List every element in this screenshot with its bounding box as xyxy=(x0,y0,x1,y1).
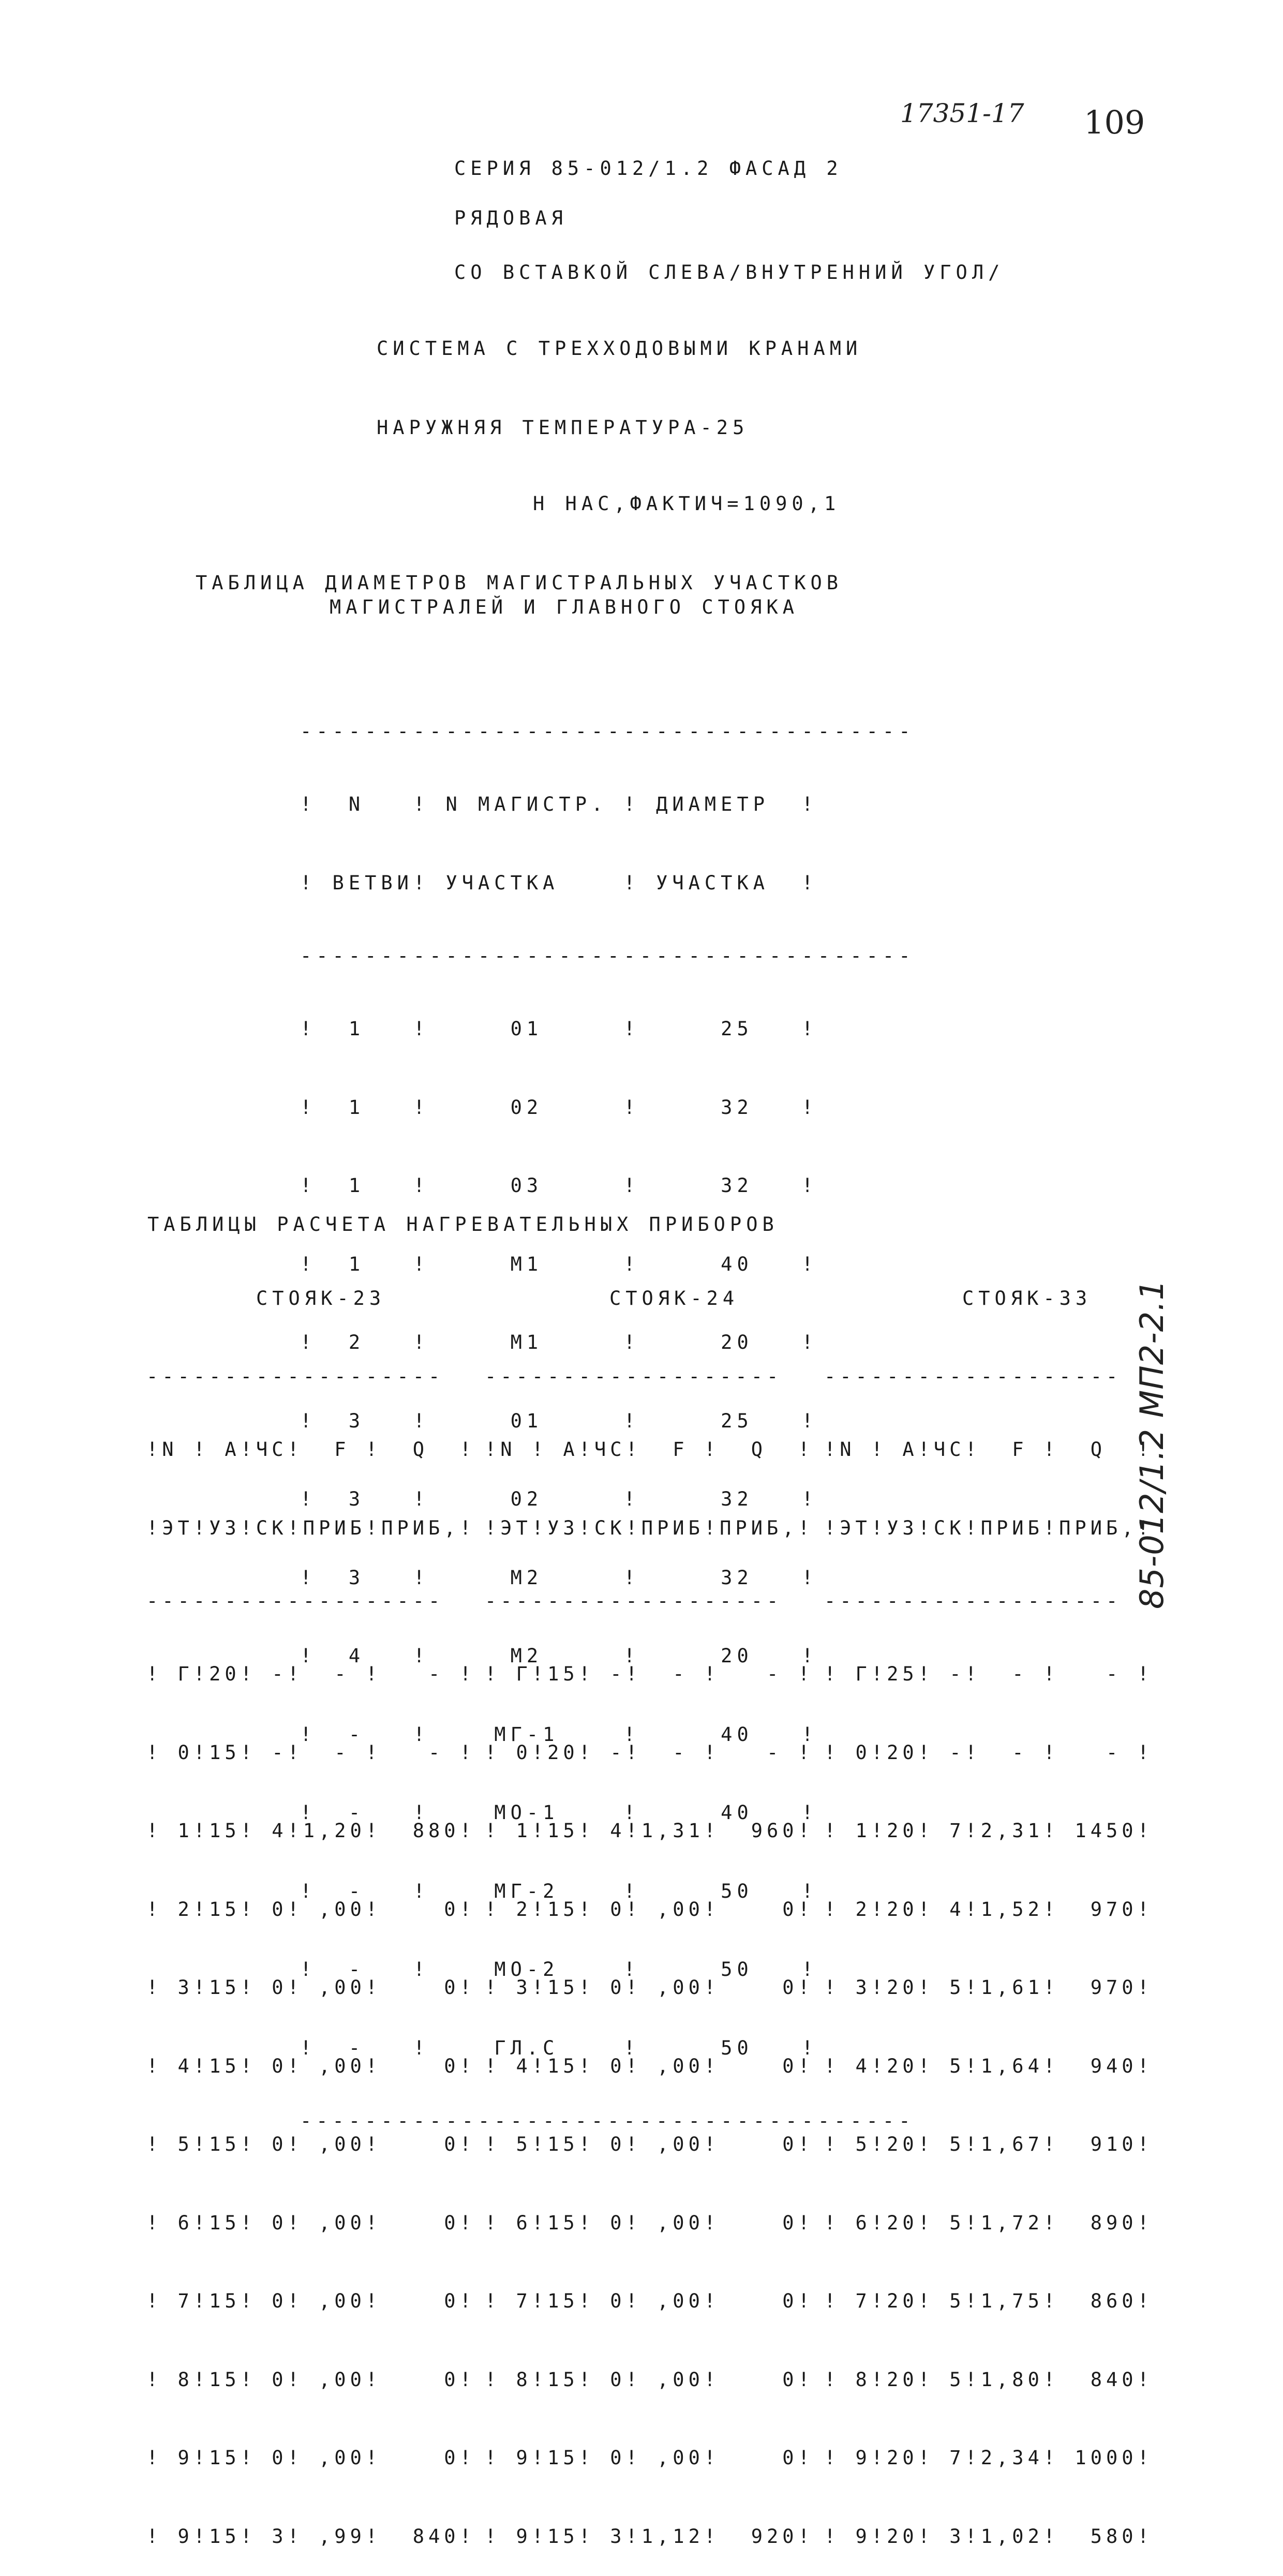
table-row: ! 4 ! М2 ! 20 ! xyxy=(300,1645,818,1667)
side-stamp: 85-012/1.2 МП2-2.1 xyxy=(1133,1279,1171,1609)
heaters-section-title: ТАБЛИЦЫ РАСЧЕТА НАГРЕВАТЕЛЬНЫХ ПРИБОРОВ xyxy=(147,1213,779,1235)
table-row: ! 1 ! 02 ! 32 ! xyxy=(300,1096,818,1119)
table-row: ! 9!15! 3! ,99! 840! xyxy=(146,2525,475,2548)
table-row: ! 4!15! 0! ,00! 0! xyxy=(485,2054,814,2077)
table-row: ! 3 ! 01 ! 25 ! xyxy=(300,1409,818,1432)
riser-24-title: СТОЯК-24 xyxy=(609,1287,739,1309)
table-row: ! Г!25! -! - ! - ! xyxy=(824,1663,1153,1685)
series-line: СЕРИЯ 85-012/1.2 ФАСАД 2 xyxy=(454,157,843,180)
table-header-row: !ЭТ!УЗ!СК!ПРИБ!ПРИБ,! xyxy=(485,1516,814,1539)
table-header-row: ! ВЕТВИ! УЧАСТКА ! УЧАСТКА ! xyxy=(300,871,818,894)
diameter-table-title: ТАБЛИЦА ДИАМЕТРОВ МАГИСТРАЛЬНЫХ УЧАСТКОВ xyxy=(196,572,843,594)
building-type-line: РЯДОВАЯ xyxy=(454,207,568,229)
diameter-table-subtitle: МАГИСТРАЛЕЙ И ГЛАВНОГО СТОЯКА xyxy=(330,596,799,618)
pressure-line: Н НАС,ФАКТИЧ=1090,1 xyxy=(533,493,841,515)
table-row: ! 9!15! 3!1,12! 920! xyxy=(485,2525,814,2548)
table-row: ! Г!20! -! - ! - ! xyxy=(146,1663,475,1685)
table-row: ! 9!15! 0! ,00! 0! xyxy=(146,2447,475,2469)
table-row: ! 8!15! 0! ,00! 0! xyxy=(485,2368,814,2391)
table-rule: ------------------- xyxy=(146,1590,444,1612)
table-row: ! 2!15! 0! ,00! 0! xyxy=(485,1898,814,1920)
table-row: ! 2!15! 0! ,00! 0! xyxy=(146,1898,475,1920)
table-row: ! 7!15! 0! ,00! 0! xyxy=(485,2290,814,2312)
table-row: ! 1!15! 4!1,20! 880! xyxy=(146,1820,475,1842)
table-row: ! - ! МГ-1 ! 40 ! xyxy=(300,1723,818,1746)
page-number: 109 xyxy=(1084,103,1145,141)
table-row: ! 6!20! 5!1,72! 890! xyxy=(824,2211,1153,2234)
table-rule: -------------------------------------- xyxy=(300,945,915,967)
table-row: ! Г!15! -! - ! - ! xyxy=(485,1663,814,1685)
table-header-row: !N ! А!ЧС! F ! Q ! xyxy=(146,1438,475,1461)
table-row: ! 8!15! 0! ,00! 0! xyxy=(146,2368,475,2391)
table-row: ! - ! МО-1 ! 40 ! xyxy=(300,1801,818,1824)
table-row: ! - ! ГЛ.С ! 50 ! xyxy=(300,2036,818,2059)
table-row: ! 6!15! 0! ,00! 0! xyxy=(146,2211,475,2234)
table-row: ! 1!15! 4!1,31! 960! xyxy=(485,1820,814,1842)
table-row: ! 1 ! 03 ! 32 ! xyxy=(300,1174,818,1197)
table-row: ! 2 ! М1 ! 20 ! xyxy=(300,1331,818,1353)
table-row: ! 3 ! М2 ! 32 ! xyxy=(300,1566,818,1589)
table-header-row: ! N ! N МАГИСТР. ! ДИАМЕТР ! xyxy=(300,793,818,815)
table-rule: -------------------------------------- xyxy=(300,720,915,742)
table-row: ! 4!20! 5!1,64! 940! xyxy=(824,2054,1153,2077)
riser-33-title: СТОЯК-33 xyxy=(962,1287,1092,1309)
table-row: ! 7!15! 0! ,00! 0! xyxy=(146,2290,475,2312)
riser-33-table xyxy=(824,1317,1153,2576)
table-row: ! 3!15! 0! ,00! 0! xyxy=(146,1976,475,1999)
table-rule: ------------------- xyxy=(824,1590,1122,1612)
table-row: ! 3!20! 5!1,61! 970! xyxy=(824,1976,1153,1999)
table-row: ! 1!20! 7!2,31! 1450! xyxy=(824,1820,1153,1842)
system-line: СИСТЕМА С ТРЕХХОДОВЫМИ КРАНАМИ xyxy=(377,337,862,360)
table-rule: ------------------- xyxy=(824,1365,1122,1388)
outdoor-temperature-line: НАРУЖНЯЯ ТЕМПЕРАТУРА-25 xyxy=(377,416,749,439)
table-row: ! - ! МГ-2 ! 50 ! xyxy=(300,1880,818,1902)
table-row: ! - ! МО-2 ! 50 ! xyxy=(300,1958,818,1981)
table-row: ! 9!15! 0! ,00! 0! xyxy=(485,2447,814,2469)
table-row: ! 3 ! 02 ! 32 ! xyxy=(300,1488,818,1510)
table-header-row: !ЭТ!УЗ!СК!ПРИБ!ПРИБ,! xyxy=(824,1516,1153,1539)
table-row: ! 1 ! 01 ! 25 ! xyxy=(300,1018,818,1040)
table-row: ! 9!20! 7!2,34! 1000! xyxy=(824,2447,1153,2469)
insert-description-line: СО ВСТАВКОЙ СЛЕВА/ВНУТРЕННИЙ УГОЛ/ xyxy=(454,261,1005,284)
table-header-row: !N ! А!ЧС! F ! Q ! xyxy=(485,1438,814,1461)
table-row: ! 5!15! 0! ,00! 0! xyxy=(485,2133,814,2155)
table-row: ! 6!15! 0! ,00! 0! xyxy=(485,2211,814,2234)
table-row: ! 7!20! 5!1,75! 860! xyxy=(824,2290,1153,2312)
table-row: ! 3!15! 0! ,00! 0! xyxy=(485,1976,814,1999)
table-header-row: !ЭТ!УЗ!СК!ПРИБ!ПРИБ,! xyxy=(146,1516,475,1539)
riser-23-title: СТОЯК-23 xyxy=(256,1287,386,1309)
table-row: ! 1 ! М1 ! 40 ! xyxy=(300,1253,818,1275)
riser-24-table xyxy=(485,1317,814,2576)
table-row: ! 2!20! 4!1,52! 970! xyxy=(824,1898,1153,1920)
table-row: ! 8!20! 5!1,80! 840! xyxy=(824,2368,1153,2391)
table-rule: -------------------------------------- xyxy=(300,2110,915,2132)
table-row: ! 0!15! -! - ! - ! xyxy=(146,1741,475,1764)
table-row: ! 5!20! 5!1,67! 910! xyxy=(824,2133,1153,2155)
table-row: ! 0!20! -! - ! - ! xyxy=(824,1741,1153,1764)
table-rule: ------------------- xyxy=(485,1365,783,1388)
table-row: ! 4!15! 0! ,00! 0! xyxy=(146,2054,475,2077)
document-code: 17351-17 xyxy=(900,98,1024,128)
table-row: ! 5!15! 0! ,00! 0! xyxy=(146,2133,475,2155)
table-header-row: !N ! А!ЧС! F ! Q ! xyxy=(824,1438,1153,1461)
table-rule: ------------------- xyxy=(485,1590,783,1612)
table-row: ! 0!20! -! - ! - ! xyxy=(485,1741,814,1764)
table-row: ! 9!20! 3!1,02! 580! xyxy=(824,2525,1153,2548)
table-rule: ------------------- xyxy=(146,1365,444,1388)
riser-23-table xyxy=(146,1317,475,2576)
